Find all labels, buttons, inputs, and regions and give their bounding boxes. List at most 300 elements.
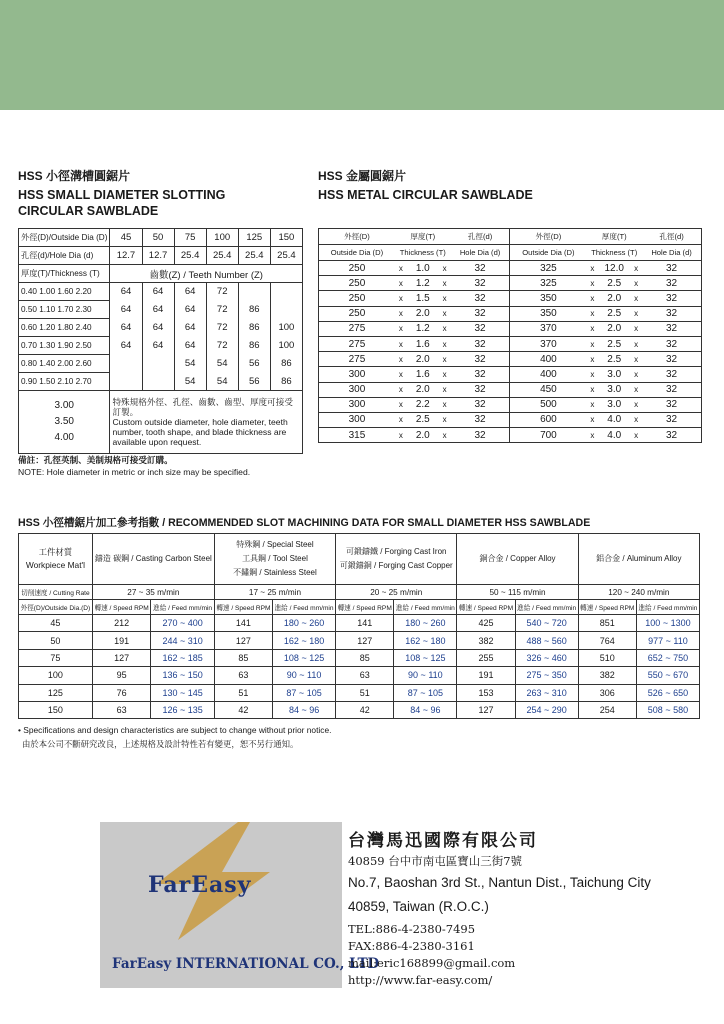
outside-dia-value: 50 — [19, 632, 93, 649]
x-mark: x — [630, 321, 642, 336]
header-outside-dia-en: Outside Dia (D) — [510, 245, 586, 261]
speed-value: 191 — [92, 632, 151, 649]
outside-dia-value: 45 — [110, 229, 142, 247]
speed-value: 63 — [336, 667, 394, 684]
hole-dia-value: 32 — [642, 276, 701, 291]
outside-dia-value: 700 — [510, 428, 586, 443]
speed-value: 212 — [92, 615, 151, 632]
teeth-value: 64 — [142, 337, 174, 355]
outside-dia-label: 外徑(D)/Outside Dia.(D) — [19, 600, 93, 615]
feed-value: 162 ~ 185 — [151, 649, 214, 666]
speed-value: 141 — [336, 615, 394, 632]
feed-value: 87 ~ 105 — [273, 684, 336, 701]
x-mark: x — [630, 412, 642, 427]
thickness-value: 2.0 — [407, 428, 439, 443]
hole-dia-value: 25.4 — [174, 247, 206, 265]
teeth-value: 72 — [206, 337, 238, 355]
thickness-row — [19, 355, 303, 373]
feed-value: 326 ~ 460 — [515, 649, 578, 666]
hole-dia-value: 32 — [451, 261, 510, 276]
hole-dia-value: 12.7 — [142, 247, 174, 265]
x-mark: x — [586, 428, 598, 443]
material-header — [214, 534, 335, 585]
feed-value: 244 ~ 310 — [151, 632, 214, 649]
thickness-values: 0.40 1.00 1.60 2.20 — [19, 283, 110, 301]
speed-value: 127 — [457, 701, 515, 718]
material-header — [457, 534, 578, 585]
special-row — [19, 391, 303, 454]
x-mark: x — [586, 276, 598, 291]
machining-row — [19, 701, 700, 718]
teeth-value: 86 — [238, 337, 270, 355]
outside-dia-value: 325 — [510, 276, 586, 291]
special-thickness-cell — [19, 391, 110, 454]
speed-value: 425 — [457, 615, 515, 632]
x-mark: x — [395, 276, 407, 291]
teeth-value: 100 — [270, 319, 302, 337]
company-logo — [100, 822, 380, 988]
outside-dia-row — [19, 229, 303, 247]
speed-value: 127 — [214, 632, 272, 649]
header-thickness-en: Thickness (T) — [586, 245, 642, 261]
header-outside-dia-en: Outside Dia (D) — [319, 245, 395, 261]
hole-dia-value: 32 — [451, 382, 510, 397]
material-name: 鑄造 碳鋼 / Casting Carbon Steel — [94, 554, 212, 563]
feed-value: 108 ~ 125 — [273, 649, 336, 666]
speed-label: 轉速 / Speed RPM — [92, 600, 151, 615]
website-link[interactable]: http://www.far-easy.com/ — [348, 973, 493, 987]
feed-label: 進給 / Feed mm/min — [394, 600, 457, 615]
x-mark: x — [439, 382, 451, 397]
outside-dia-value: 250 — [319, 306, 395, 321]
feed-value: 488 ~ 560 — [515, 632, 578, 649]
teeth-value: 64 — [174, 301, 206, 319]
thickness-value: 4.0 — [598, 428, 630, 443]
hole-dia-value: 32 — [451, 276, 510, 291]
feed-value: 180 ~ 260 — [394, 615, 457, 632]
x-mark: x — [395, 367, 407, 382]
teeth-value — [270, 301, 302, 319]
x-mark: x — [586, 382, 598, 397]
thickness-value: 2.2 — [407, 397, 439, 412]
special-note-en: Custom outside diameter, hole diameter, teeth number, tooth shape, and blade thickness are available upon request. — [112, 417, 288, 447]
outside-dia-value: 275 — [319, 352, 395, 367]
metal-circular-table — [318, 228, 702, 443]
spec-row — [319, 321, 702, 336]
teeth-value: 64 — [110, 283, 142, 301]
speed-value: 85 — [336, 649, 394, 666]
materials-row — [19, 534, 700, 585]
speed-value: 42 — [336, 701, 394, 718]
teeth-value: 54 — [206, 355, 238, 373]
teeth-value: 56 — [238, 373, 270, 391]
outside-dia-value: 250 — [319, 261, 395, 276]
feed-value: 90 ~ 110 — [273, 667, 336, 684]
speed-value: 42 — [214, 701, 272, 718]
address-en-1: No.7, Baoshan 3rd St., Nantun Dist., Taichung City — [348, 875, 651, 890]
x-mark: x — [630, 276, 642, 291]
hole-dia-value: 32 — [451, 412, 510, 427]
header-row — [19, 265, 303, 283]
cutting-rate-value: 27 ~ 35 m/min — [92, 585, 214, 600]
x-mark: x — [439, 367, 451, 382]
special-note-zh: 特殊規格外徑、孔徑、齒數、齒型、厚度可接受訂製。 — [112, 397, 293, 417]
teeth-value: 86 — [238, 301, 270, 319]
thickness-value: 2.5 — [598, 336, 630, 351]
hole-dia-value: 32 — [451, 367, 510, 382]
fax: FAX:886-4-2380-3161 — [348, 939, 475, 953]
material-name: 銅合金 / Copper Alloy — [479, 554, 556, 563]
outside-dia-value: 400 — [510, 352, 586, 367]
outside-dia-value: 400 — [510, 367, 586, 382]
x-mark: x — [395, 321, 407, 336]
material-name: 鋁合金 / Aluminum Alloy — [596, 554, 682, 563]
feed-value: 162 ~ 180 — [394, 632, 457, 649]
workpiece-label: 工件材質 — [38, 547, 73, 557]
speed-value: 254 — [578, 701, 636, 718]
header-thickness-en: Thickness (T) — [395, 245, 451, 261]
cutting-rate-row — [19, 585, 700, 600]
cutting-rate-value: 20 ~ 25 m/min — [336, 585, 457, 600]
feed-value: 84 ~ 96 — [394, 701, 457, 718]
feed-value: 270 ~ 400 — [151, 615, 214, 632]
x-mark: x — [630, 352, 642, 367]
hole-dia-value: 32 — [451, 352, 510, 367]
outside-dia-value: 315 — [319, 428, 395, 443]
thickness-value: 2.0 — [407, 306, 439, 321]
left-title-zh: HSS 小徑溝槽圓鋸片 — [18, 169, 131, 183]
hole-dia-value: 32 — [642, 336, 701, 351]
address-zh: 40859 台中市南屯區寶山三街7號 — [348, 854, 523, 868]
feed-label: 進給 / Feed mm/min — [151, 600, 214, 615]
machining-row — [19, 649, 700, 666]
x-mark: x — [439, 412, 451, 427]
hole-dia-value: 25.4 — [206, 247, 238, 265]
x-mark: x — [630, 367, 642, 382]
header-zh-row — [319, 229, 702, 245]
x-mark: x — [630, 397, 642, 412]
spec-note-zh: 由於本公司不斷研究改良，上述規格及設計特性若有變更，恕不另行通知。 — [22, 739, 299, 749]
outside-dia-value: 370 — [510, 321, 586, 336]
outside-dia-value: 500 — [510, 397, 586, 412]
hole-dia-value: 32 — [451, 428, 510, 443]
x-mark: x — [630, 306, 642, 321]
x-mark: x — [630, 382, 642, 397]
outside-dia-value: 75 — [174, 229, 206, 247]
speed-label: 轉速 / Speed RPM — [578, 600, 636, 615]
teeth-value — [270, 283, 302, 301]
speed-value: 51 — [214, 684, 272, 701]
x-mark: x — [395, 428, 407, 443]
speed-value: 153 — [457, 684, 515, 701]
teeth-value: 72 — [206, 301, 238, 319]
thickness-row — [19, 373, 303, 391]
feed-value: 130 ~ 145 — [151, 684, 214, 701]
cutting-rate-value: 50 ~ 115 m/min — [457, 585, 578, 600]
hole-dia-value: 32 — [642, 352, 701, 367]
x-mark: x — [586, 367, 598, 382]
teeth-value — [110, 355, 142, 373]
teeth-value: 54 — [206, 373, 238, 391]
outside-dia-value: 250 — [319, 276, 395, 291]
outside-dia-value: 350 — [510, 291, 586, 306]
teeth-value — [142, 373, 174, 391]
right-title-zh: HSS 金屬圓鋸片 — [318, 169, 407, 183]
x-mark: x — [439, 321, 451, 336]
outside-dia-value: 50 — [142, 229, 174, 247]
outside-dia-value: 300 — [319, 382, 395, 397]
outside-dia-value: 300 — [319, 397, 395, 412]
speed-value: 76 — [92, 684, 151, 701]
feed-value: 87 ~ 105 — [394, 684, 457, 701]
material-header — [336, 534, 457, 585]
header-thickness-zh: 厚度(T) — [395, 229, 451, 245]
thickness-value: 4.0 — [598, 412, 630, 427]
teeth-value — [238, 283, 270, 301]
x-mark: x — [395, 306, 407, 321]
thickness-value: 1.6 — [407, 336, 439, 351]
speed-value: 63 — [92, 701, 151, 718]
machining-row — [19, 615, 700, 632]
outside-dia-value: 100 — [206, 229, 238, 247]
thickness-value: 1.2 — [407, 276, 439, 291]
header-outside-dia-zh: 外徑(D) — [319, 229, 395, 245]
spec-row — [319, 382, 702, 397]
outside-dia-value: 600 — [510, 412, 586, 427]
feed-value: 162 ~ 180 — [273, 632, 336, 649]
x-mark: x — [439, 397, 451, 412]
x-mark: x — [439, 352, 451, 367]
outside-dia-value: 370 — [510, 336, 586, 351]
header-hole-dia-en: Hole Dia (d) — [642, 245, 701, 261]
feed-value: 100 ~ 1300 — [636, 615, 699, 632]
thickness-value: 2.5 — [598, 276, 630, 291]
subheader-row — [19, 600, 700, 615]
x-mark: x — [395, 261, 407, 276]
cutting-rate-label: 切削速度 / Cutting Rate — [19, 585, 93, 600]
x-mark: x — [395, 336, 407, 351]
hole-dia-value: 32 — [642, 367, 701, 382]
teeth-value: 72 — [206, 319, 238, 337]
thickness-value: 1.5 — [407, 291, 439, 306]
spec-row — [319, 261, 702, 276]
company-name-zh: 台灣馬迅國際有限公司 — [348, 831, 538, 851]
material-name: 可鍛鑄鐵 / Forging Cast Iron — [346, 547, 447, 556]
x-mark: x — [586, 306, 598, 321]
thickness-value: 2.0 — [407, 382, 439, 397]
outside-dia-value: 275 — [319, 336, 395, 351]
feed-label: 進給 / Feed mm/min — [636, 600, 699, 615]
teeth-label: 齒數(Z) / Teeth Number (Z) — [110, 265, 303, 283]
left-title-en-2: CIRCULAR SAWBLADE — [18, 204, 159, 218]
teeth-value: 64 — [142, 301, 174, 319]
thickness-row — [19, 319, 303, 337]
cutting-rate-value: 120 ~ 240 m/min — [578, 585, 699, 600]
small-diameter-table — [18, 228, 303, 454]
thickness-label: 厚度(T)/Thickness (T) — [19, 265, 110, 283]
hole-dia-value: 12.7 — [110, 247, 142, 265]
speed-value: 191 — [457, 667, 515, 684]
hole-dia-value: 32 — [642, 261, 701, 276]
machining-row — [19, 632, 700, 649]
tel: TEL:886-4-2380-7495 — [348, 922, 476, 936]
hole-dia-value: 32 — [642, 382, 701, 397]
machining-row — [19, 667, 700, 684]
teeth-value: 54 — [174, 355, 206, 373]
x-mark: x — [439, 261, 451, 276]
speed-value: 63 — [214, 667, 272, 684]
speed-value: 764 — [578, 632, 636, 649]
hole-dia-row — [19, 247, 303, 265]
spec-row — [319, 428, 702, 443]
x-mark: x — [586, 336, 598, 351]
feed-value: 254 ~ 290 — [515, 701, 578, 718]
speed-label: 轉速 / Speed RPM — [214, 600, 272, 615]
thickness-values: 0.80 1.40 2.00 2.60 — [19, 355, 110, 373]
material-name: 特殊鋼 / Special Steel — [236, 540, 314, 549]
thickness-value: 3.0 — [598, 397, 630, 412]
thickness-value: 1.0 — [407, 261, 439, 276]
thickness-value: 2.5 — [598, 352, 630, 367]
spec-row — [319, 291, 702, 306]
header-outside-dia-zh: 外徑(D) — [510, 229, 586, 245]
thickness-values: 0.90 1.50 2.10 2.70 — [19, 373, 110, 391]
thickness-value: 3.0 — [598, 367, 630, 382]
feed-value: 263 ~ 310 — [515, 684, 578, 701]
thickness-value: 2.0 — [407, 352, 439, 367]
remark-zh: 備註：孔徑英制、美制規格可接受訂購。 — [18, 455, 173, 465]
special-thickness: 3.50 — [54, 416, 74, 427]
machining-title: HSS 小徑槽鋸片加工參考指數 / RECOMMENDED SLOT MACHINING DATA FOR SMALL DIAMETER HSS SAWBLADE — [18, 517, 591, 529]
teeth-value: 64 — [174, 337, 206, 355]
hole-dia-value: 32 — [642, 291, 701, 306]
outside-dia-value: 125 — [238, 229, 270, 247]
speed-value: 127 — [92, 649, 151, 666]
teeth-value: 64 — [110, 301, 142, 319]
speed-value: 382 — [457, 632, 515, 649]
feed-value: 126 ~ 135 — [151, 701, 214, 718]
hole-dia-value: 32 — [642, 412, 701, 427]
x-mark: x — [439, 306, 451, 321]
thickness-value: 2.5 — [598, 306, 630, 321]
address-en-2: 40859, Taiwan (R.O.C.) — [348, 899, 489, 914]
left-title-en-1: HSS SMALL DIAMETER SLOTTING — [18, 188, 226, 202]
outside-dia-value: 100 — [19, 667, 93, 684]
x-mark: x — [439, 428, 451, 443]
email[interactable]: mail:eric168899@gmail.com — [348, 956, 516, 970]
teeth-value: 86 — [238, 319, 270, 337]
speed-value: 510 — [578, 649, 636, 666]
workpiece-label-cell — [19, 534, 93, 585]
x-mark: x — [395, 382, 407, 397]
x-mark: x — [439, 291, 451, 306]
teeth-value: 64 — [110, 337, 142, 355]
logo-full-name: FarEasy INTERNATIONAL CO., LTD — [112, 956, 380, 972]
x-mark: x — [395, 291, 407, 306]
outside-dia-value: 450 — [510, 382, 586, 397]
speed-value: 95 — [92, 667, 151, 684]
x-mark: x — [630, 336, 642, 351]
feed-value: 540 ~ 720 — [515, 615, 578, 632]
hole-dia-value: 32 — [451, 397, 510, 412]
spec-row — [319, 367, 702, 382]
teeth-value: 64 — [174, 283, 206, 301]
feed-value: 652 ~ 750 — [636, 649, 699, 666]
special-thickness: 3.00 — [54, 400, 74, 411]
workpiece-label: Workpiece Mat'l — [25, 560, 85, 570]
teeth-value: 100 — [270, 337, 302, 355]
thickness-value: 2.0 — [598, 321, 630, 336]
hole-dia-value: 32 — [451, 321, 510, 336]
thickness-row — [19, 301, 303, 319]
hole-dia-value: 32 — [451, 336, 510, 351]
teeth-value: 86 — [270, 355, 302, 373]
feed-value: 84 ~ 96 — [273, 701, 336, 718]
feed-value: 136 ~ 150 — [151, 667, 214, 684]
spec-row — [319, 276, 702, 291]
material-name: 可鍛鑄銅 / Forging Cast Copper — [339, 561, 453, 570]
feed-label: 進給 / Feed mm/min — [515, 600, 578, 615]
feed-value: 275 ~ 350 — [515, 667, 578, 684]
header-thickness-zh: 厚度(T) — [586, 229, 642, 245]
teeth-value: 86 — [270, 373, 302, 391]
outside-dia-value: 75 — [19, 649, 93, 666]
thickness-value: 12.0 — [598, 261, 630, 276]
spec-row — [319, 412, 702, 427]
thickness-value: 3.0 — [598, 382, 630, 397]
top-green-band — [0, 0, 724, 110]
teeth-value: 64 — [142, 319, 174, 337]
remark-en: NOTE: Hole diameter in metric or inch size may be specified. — [18, 467, 251, 477]
feed-value: 550 ~ 670 — [636, 667, 699, 684]
spec-note-en: • Specifications and design characteristics are subject to change without prior notice. — [18, 725, 332, 735]
hole-dia-value: 32 — [451, 306, 510, 321]
header-hole-dia-zh: 孔徑(d) — [642, 229, 701, 245]
speed-value: 51 — [336, 684, 394, 701]
thickness-values: 0.70 1.30 1.90 2.50 — [19, 337, 110, 355]
special-thickness: 4.00 — [54, 432, 74, 443]
outside-dia-value: 150 — [19, 701, 93, 718]
hole-dia-value: 32 — [642, 428, 701, 443]
x-mark: x — [395, 412, 407, 427]
machining-row — [19, 684, 700, 701]
x-mark: x — [630, 261, 642, 276]
machining-table — [18, 533, 700, 719]
spec-row — [319, 336, 702, 351]
material-header — [92, 534, 214, 585]
x-mark: x — [630, 428, 642, 443]
teeth-value: 64 — [142, 283, 174, 301]
outside-dia-value: 300 — [319, 367, 395, 382]
teeth-value: 72 — [206, 283, 238, 301]
speed-value: 306 — [578, 684, 636, 701]
speed-value: 851 — [578, 615, 636, 632]
feed-value: 526 ~ 650 — [636, 684, 699, 701]
speed-value: 382 — [578, 667, 636, 684]
teeth-value: 64 — [110, 319, 142, 337]
outside-dia-value: 300 — [319, 412, 395, 427]
x-mark: x — [395, 352, 407, 367]
outside-dia-value: 125 — [19, 684, 93, 701]
teeth-value — [110, 373, 142, 391]
thickness-value: 2.5 — [407, 412, 439, 427]
hole-dia-value: 32 — [642, 397, 701, 412]
outside-dia-value: 45 — [19, 615, 93, 632]
x-mark: x — [439, 336, 451, 351]
hole-dia-value: 32 — [451, 291, 510, 306]
thickness-values: 0.50 1.10 1.70 2.30 — [19, 301, 110, 319]
x-mark: x — [586, 291, 598, 306]
